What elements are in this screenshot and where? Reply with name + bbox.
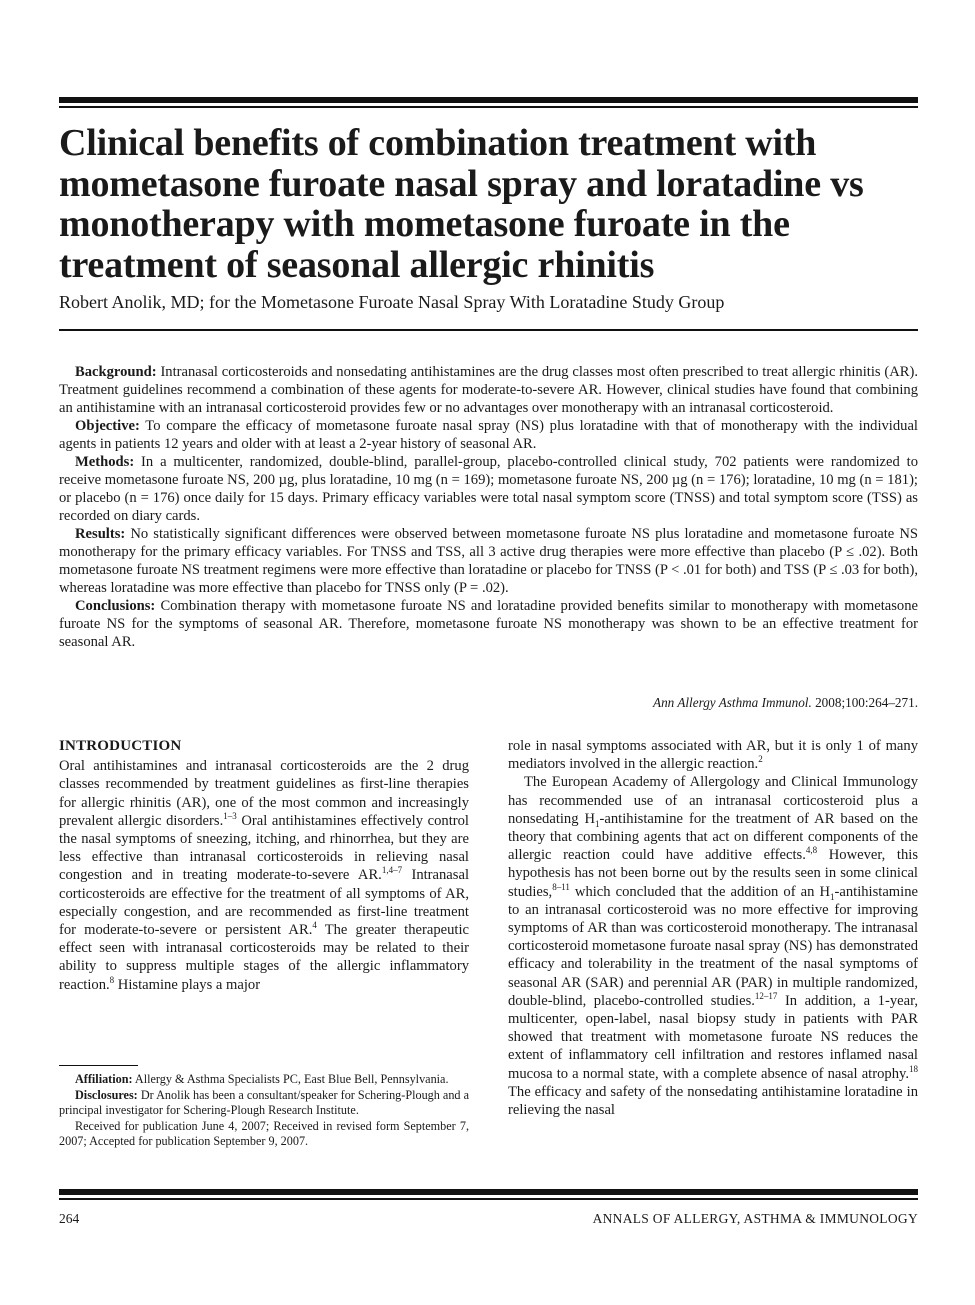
- reference-marker: 18: [909, 1063, 918, 1074]
- abstract-background-text: Intranasal corticosteroids and nonsedating antihistamines are the drug classes most often prescribed to treat allergic rhinitis (AR). Treatment guidelines recommend a combination of these agents for moderate-to-severe AR. However, clinical studies have found that combining an antihistamine with an intranasal corticosteroid provides few or no advantages over monotherapy with an intranasal corticosteroid.: [59, 364, 918, 416]
- reference-marker: 4: [312, 920, 317, 931]
- reference-marker: 12–17: [754, 990, 778, 1001]
- abstract-objective: [59, 417, 918, 453]
- abstract-methods: [59, 453, 918, 525]
- journal-name: ANNALS OF ALLERGY, ASTHMA & IMMUNOLOGY: [592, 1211, 918, 1226]
- affiliation-text: Allergy & Asthma Specialists PC, East Blue Bell, Pennsylvania.: [134, 1072, 449, 1086]
- intro-text: which concluded that the addition of an H: [569, 883, 830, 900]
- section-heading-introduction: INTRODUCTION: [59, 738, 182, 754]
- abstract-conclusions-text: Combination therapy with mometasone furoate NS and loratadine provided benefits similar to monotherapy with mometasone furoate NS for the symptoms of seasonal AR. Therefore, mometasone furoate NS monotherapy was shown to be an effective treatment for seasonal AR.: [59, 598, 918, 650]
- reference-marker: 8–11: [552, 881, 570, 892]
- intro-text: role in nasal symptoms associated with AR, but it is only 1 of many mediators involved in the allergic reaction.: [508, 738, 918, 773]
- intro-text: -antihistamine for the treatment of AR based on the theory that combining agents that act on different components of the allergic reaction could have additive effects.: [508, 810, 919, 864]
- intro-text: The efficacy and safety of the nonsedating antihistamine loratadine in relieving the nasal: [508, 1083, 918, 1119]
- column-right: [508, 737, 918, 1119]
- intro-paragraph-1: [59, 757, 469, 994]
- journal-citation: [653, 695, 918, 711]
- footer-rule-top: [59, 1189, 918, 1195]
- intro-paragraph-continued: [508, 737, 918, 773]
- intro-text: In addition, a 1-year, multicenter, open-label, nasal biopsy study in patients with PAR showed that treatment with mometasone furoate NS reduces the extent of inflammatory cell infiltration and restores inflamed nasal mucosa to a normal state, with a complete absence of nasal atrophy.: [508, 992, 918, 1082]
- header-rule-top: [59, 97, 918, 103]
- abstract: [59, 363, 918, 651]
- intro-text: Oral antihistamines and intranasal corticosteroids are the 2 drug classes recommended by treatment guidelines as first-line therapies for allergic rhinitis (AR), one of the most common and increasingly prevalent allergic disorders.: [59, 758, 469, 829]
- intro-text: Intranasal corticosteroids are effective for the treatment of all symptoms of AR, especially congestion, and are recommended as first-line treatment for moderate-to-severe or persistent AR.: [59, 867, 470, 939]
- reference-marker: 8: [109, 974, 115, 985]
- intro-text: Oral antihistamines effectively control the nasal symptoms of sneezing, itching, and rhinorrhea, but they are less effective than intranasal corticosteroids in relieving nasal congestion and in treating moderate-to-severe AR.: [59, 812, 469, 884]
- citation-journal: Ann Allergy Asthma Immunol.: [653, 695, 812, 710]
- reference-marker: 2: [758, 754, 763, 765]
- intro-text: The European Academy of Allergology and Clinical Immunology has recommended use of an intranasal corticosteroid plus a nonsedating H: [508, 774, 918, 827]
- reference-marker: 4,8: [805, 845, 818, 856]
- footnote-disclosures: [59, 1088, 469, 1119]
- byline-rule: [59, 329, 918, 331]
- abstract-background-label: Background:: [75, 364, 157, 380]
- abstract-methods-text: In a multicenter, randomized, double-blind, parallel-group, placebo-controlled clinical study, 702 patients were randomized to receive mometasone furoate NS, 200 µg, plus loratadine, 10 mg (n = 169); mometasone furoate NS, 200 µg (n = 176); loratadine, 10 mg (n = 181); or placebo (n = 176) once daily for 15 days. Primary efficacy variables were total nasal symptom score (TNSS) and total symptom score (TSS) as recorded on diary cards.: [59, 454, 918, 524]
- abstract-conclusions: [59, 597, 918, 651]
- intro-text: -antihistamine to an intranasal corticosteroid was no more effective for improving symptoms of AR than was corticosteroid monotherapy. The intranasal corticosteroid mometasone furoate nasal spray (NS) has demonstrated efficacy and tolerability in the treatment of the nasal symptoms of seasonal AR (SAR) and perennial AR (PAR) in multiple randomized, double-blind, placebo-controlled studies.: [508, 883, 918, 1009]
- abstract-results-label: Results:: [75, 526, 126, 542]
- footnote-divider: [59, 1065, 138, 1066]
- intro-text: However, this hypothesis has not been borne out by the results seen in some clinical studies,: [508, 847, 918, 900]
- footer-rule-bottom: [59, 1198, 918, 1200]
- intro-text: The greater therapeutic effect seen with intranasal corticosteroids may be related to their ability to suppress multiple stages of the allergic inflammatory reaction.: [59, 922, 469, 993]
- intro-text: Histamine plays a major: [114, 976, 261, 993]
- subscript: 1: [595, 818, 600, 829]
- footnotes: [59, 1072, 469, 1150]
- disclosures-label: Disclosures:: [75, 1087, 138, 1102]
- subscript: 1: [830, 891, 835, 902]
- reference-marker: 1–3: [223, 810, 237, 821]
- abstract-objective-label: Objective:: [75, 418, 140, 434]
- page-number: 264: [59, 1211, 80, 1226]
- article-title: Clinical benefits of combination treatment with mometasone furoate nasal spray and loratadine vs monotherapy with mometasone furoate in the treatment of seasonal allergic rhinitis: [59, 122, 864, 286]
- abstract-conclusions-label: Conclusions:: [75, 598, 156, 614]
- disclosures-text: Dr Anolik has been a consultant/speaker for Schering-Plough and a principal investigator for Schering-Plough Research Institute.: [59, 1087, 469, 1118]
- abstract-results-text: No statistically significant differences were observed between mometasone furoate NS plus loratadine and mometasone furoate NS monotherapy for the primary efficacy variables. For TNSS and TSS, all 3 active drug therapies were more effective than placebo (P ≤ .02). Both mometasone furoate NS treatment regimens were more effective than loratadine or placebo for TNSS (P < .01 for both) and TSS (P ≤ .03 for both), whereas loratadine was more effective than placebo for TNSS only (P = .02).: [59, 526, 918, 596]
- abstract-results: [59, 525, 918, 597]
- footnote-received: Received for publication June 4, 2007; Received in revised form September 7, 2007; Accepted for publication September 9, 2007.: [59, 1118, 469, 1149]
- header-rule-bottom: [59, 106, 918, 108]
- column-left: [59, 737, 469, 994]
- affiliation-label: Affiliation:: [75, 1072, 133, 1086]
- citation-details: 2008;100:264–271.: [815, 695, 918, 710]
- reference-marker: 1,4–7: [381, 865, 403, 876]
- abstract-background: [59, 363, 918, 417]
- author-byline: Robert Anolik, MD; for the Mometasone Furoate Nasal Spray With Loratadine Study Group: [59, 292, 725, 312]
- abstract-methods-label: Methods:: [75, 454, 135, 470]
- footnote-affiliation: [59, 1072, 469, 1088]
- intro-paragraph-2: [508, 773, 918, 1119]
- abstract-objective-text: To compare the efficacy of mometasone furoate nasal spray (NS) plus loratadine with that of monotherapy with the individual agents in patients 12 years and older with at least a 2-year history of seasonal AR.: [59, 418, 918, 452]
